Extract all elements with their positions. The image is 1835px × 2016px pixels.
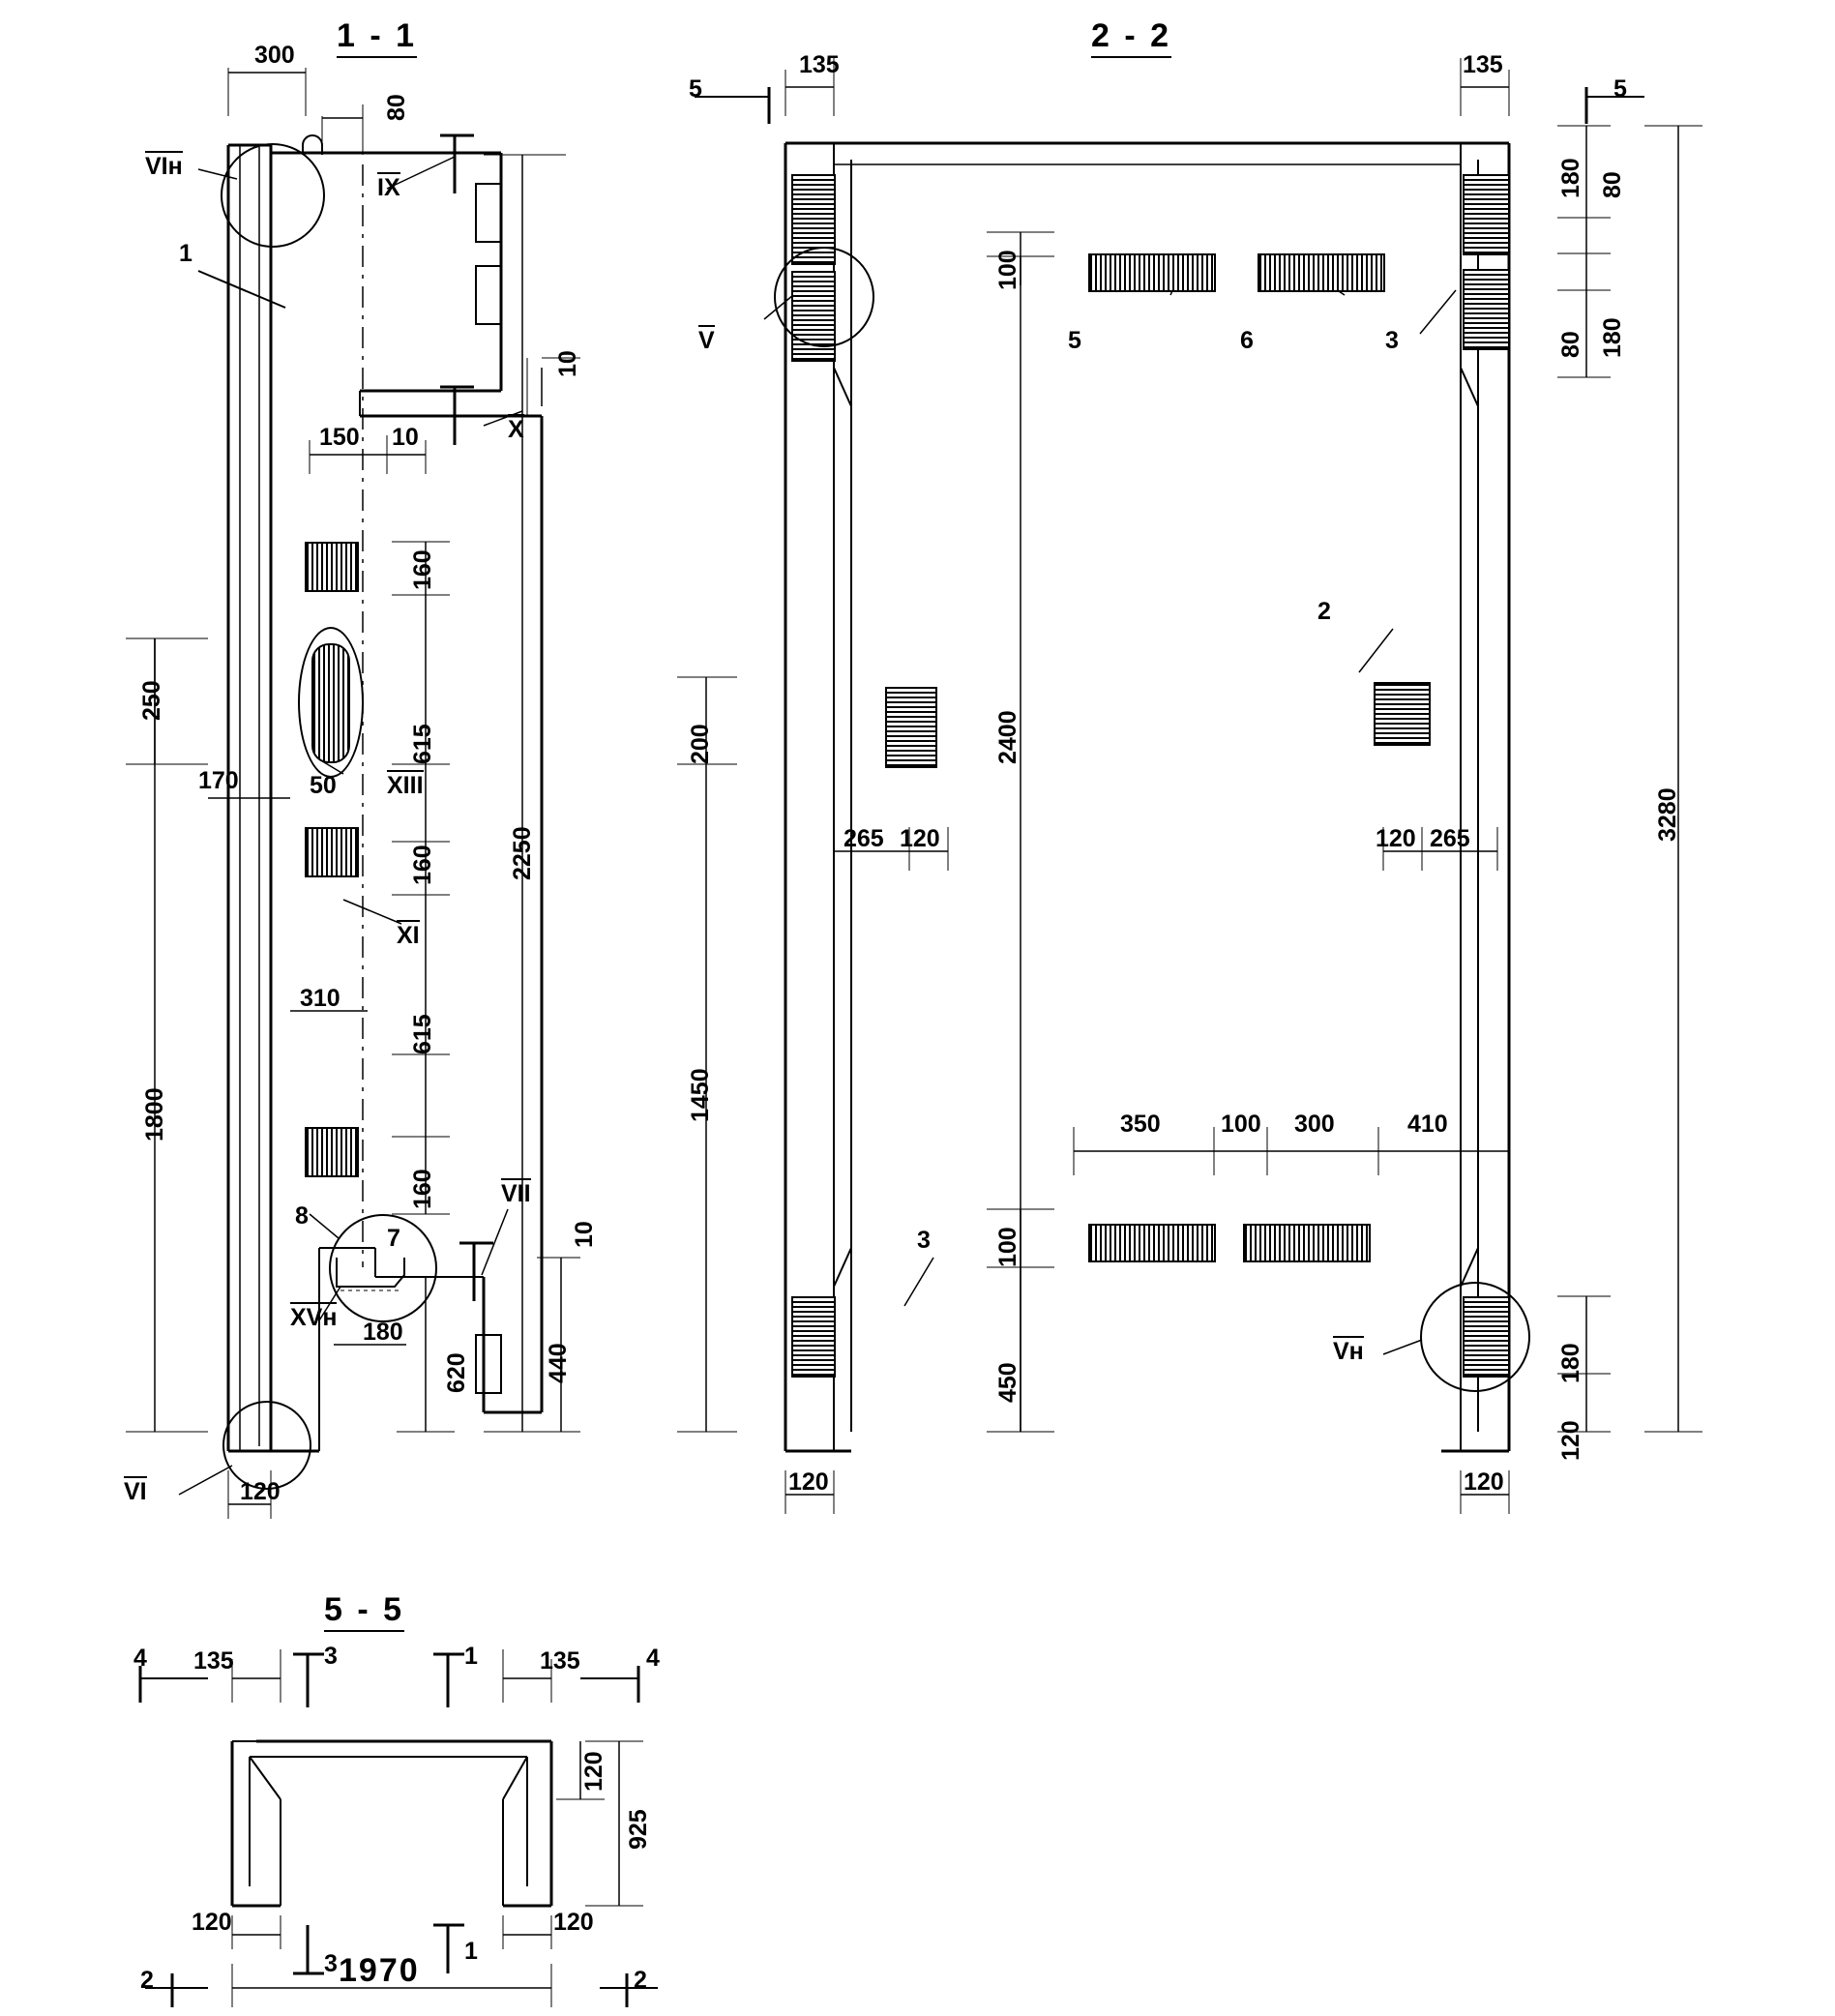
dim-350: 350 <box>1120 1111 1161 1138</box>
view-5-5-title: 5 - 5 <box>324 1591 404 1629</box>
detail-circle-XIII <box>298 627 364 778</box>
dim-135-left: 135 <box>799 51 840 78</box>
dim-160b: 160 <box>409 845 436 885</box>
dim-180: 180 <box>363 1319 403 1346</box>
item-3-top: 3 <box>1385 327 1399 354</box>
item-3-bottom: 3 <box>917 1227 931 1254</box>
dim-120-bottom-left-5: 120 <box>192 1909 232 1936</box>
embed-plate <box>1088 1224 1216 1262</box>
embed-plate <box>791 1296 836 1378</box>
callout-XVn: XVн <box>290 1304 338 1331</box>
dim-265-left: 265 <box>844 825 884 852</box>
embed-plate <box>1463 174 1510 255</box>
dim-620: 620 <box>443 1352 470 1393</box>
dim-10b: 10 <box>392 424 419 451</box>
embed-plate <box>885 687 937 768</box>
callout-X: X <box>508 416 524 443</box>
item-5: 5 <box>1068 327 1081 354</box>
dim-120: 120 <box>240 1478 281 1505</box>
dim-2400: 2400 <box>994 710 1021 764</box>
dim-450: 450 <box>994 1362 1021 1403</box>
callout-IX: IX <box>377 174 400 201</box>
dim-120-bottom-left: 120 <box>788 1468 829 1496</box>
section-mark-1-bottom: 1 <box>464 1938 478 1965</box>
dim-1800: 1800 <box>141 1087 168 1141</box>
embed-plate <box>1374 682 1431 746</box>
embed-plate <box>305 827 359 877</box>
dim-100a: 100 <box>994 250 1021 290</box>
dim-80b: 80 <box>1557 331 1584 358</box>
section-mark-2-right: 2 <box>634 1967 647 1994</box>
item-7: 7 <box>387 1225 400 1252</box>
dim-80: 80 <box>383 94 410 121</box>
section-mark-4-right: 4 <box>646 1645 660 1672</box>
view-2-2-title: 2 - 2 <box>1091 17 1171 55</box>
dim-120-right: 120 <box>1376 825 1416 852</box>
dim-1450: 1450 <box>687 1068 714 1122</box>
dim-925: 925 <box>625 1809 652 1850</box>
dim-135-left-5: 135 <box>193 1647 234 1675</box>
dim-120-top-left-5: 120 <box>580 1751 607 1792</box>
dim-160c: 160 <box>409 1169 436 1209</box>
dim-300: 300 <box>254 42 295 69</box>
dim-615a: 615 <box>409 724 436 764</box>
dim-310: 310 <box>300 985 340 1012</box>
dim-250: 250 <box>138 680 165 721</box>
dim-10c: 10 <box>571 1221 598 1248</box>
dim-615b: 615 <box>409 1014 436 1054</box>
section-mark-3-top: 3 <box>324 1643 338 1670</box>
dim-200: 200 <box>687 724 714 764</box>
dim-120-left: 120 <box>900 825 940 852</box>
dim-440: 440 <box>545 1343 572 1383</box>
detail-circle-VI <box>222 1401 311 1490</box>
detail-circle-7 <box>329 1214 437 1322</box>
dim-410: 410 <box>1407 1111 1448 1138</box>
embed-plate <box>1258 253 1385 292</box>
dim-180a: 180 <box>1557 158 1584 198</box>
section-mark-2-left: 2 <box>140 1967 154 1994</box>
callout-VII: VII <box>501 1180 531 1207</box>
dim-80a: 80 <box>1599 171 1626 198</box>
callout-XI: XI <box>397 922 420 949</box>
item-6: 6 <box>1240 327 1254 354</box>
view-1-1-title: 1 - 1 <box>337 17 417 55</box>
dim-3280: 3280 <box>1654 787 1681 842</box>
embed-plate <box>1088 253 1216 292</box>
dim-135-right-5: 135 <box>540 1647 580 1675</box>
embed-plate <box>305 1127 359 1177</box>
dim-180b: 180 <box>1599 317 1626 358</box>
item-8: 8 <box>295 1202 309 1230</box>
dim-10a: 10 <box>554 350 581 377</box>
embed-plate <box>305 542 359 592</box>
dim-50: 50 <box>310 772 337 799</box>
dim-180d: 180 <box>1557 1343 1584 1383</box>
dim-100b: 100 <box>994 1227 1021 1267</box>
dim-135-right: 135 <box>1463 51 1503 78</box>
callout-V: V <box>698 327 715 354</box>
item-1: 1 <box>179 240 192 267</box>
dim-265-right: 265 <box>1430 825 1470 852</box>
detail-circle-Vn <box>1420 1282 1530 1392</box>
detail-circle-V <box>774 247 874 347</box>
callout-Vn: Vн <box>1333 1338 1364 1365</box>
section-mark-5-right: 5 <box>1613 75 1627 103</box>
dim-170: 170 <box>198 767 239 794</box>
callout-XIII: XIII <box>387 772 424 799</box>
dim-150: 150 <box>319 424 360 451</box>
dim-160a: 160 <box>409 549 436 590</box>
item-2: 2 <box>1317 598 1331 625</box>
dim-120e: 120 <box>1557 1420 1584 1461</box>
embed-plate <box>1463 269 1510 350</box>
dim-100c: 100 <box>1221 1111 1261 1138</box>
detail-circle-VIn <box>221 143 325 248</box>
section-mark-5-left: 5 <box>689 75 702 103</box>
section-mark-3-bottom: 3 <box>324 1950 338 1977</box>
callout-VIn: VIн <box>145 153 183 180</box>
callout-VI: VI <box>124 1478 147 1505</box>
dim-2250: 2250 <box>509 826 536 880</box>
dim-300: 300 <box>1294 1111 1335 1138</box>
section-mark-1-top: 1 <box>464 1643 478 1670</box>
section-mark-4-left: 4 <box>133 1645 147 1672</box>
dim-120-bottom-right-5: 120 <box>553 1909 594 1936</box>
dim-120-bottom-right: 120 <box>1464 1468 1504 1496</box>
dim-1970: 1970 <box>339 1952 420 1989</box>
embed-plate <box>1243 1224 1371 1262</box>
